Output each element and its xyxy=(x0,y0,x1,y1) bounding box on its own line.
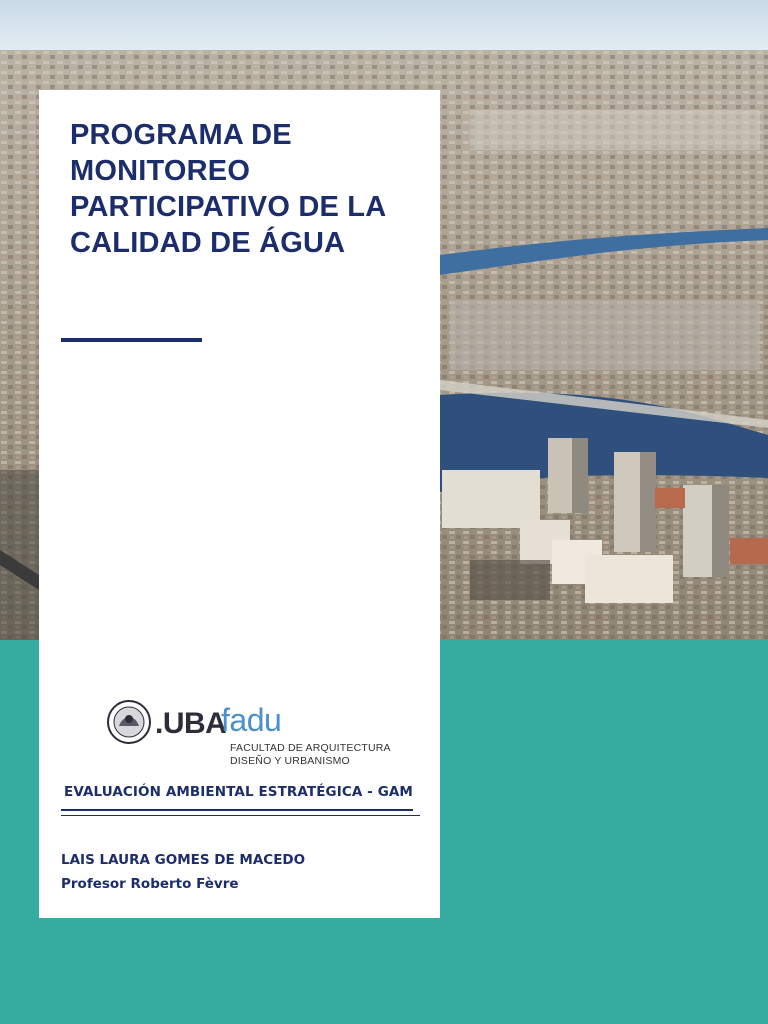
tower-3-shade xyxy=(712,485,729,577)
title-underline xyxy=(61,338,202,342)
warehouses xyxy=(450,300,760,370)
professor-name: Profesor Roberto Fèvre xyxy=(61,876,239,892)
course-underline-thin xyxy=(61,815,420,816)
logo-subtitle-line2: DISEÑO Y URBANISMO xyxy=(230,755,350,767)
uba-seal-icon xyxy=(107,700,151,744)
logo-subtitle-line1: FACULTAD DE ARQUITECTURA xyxy=(230,742,391,754)
red-roof-2 xyxy=(730,538,768,564)
sky xyxy=(0,0,768,52)
tower-2-shade xyxy=(640,452,656,552)
document-title: PROGRAMA DE MONITOREO PARTICIPATIVO DE LA CALIDAD DE ÁGUA xyxy=(70,119,386,259)
logo-fadu-text: fadu xyxy=(221,702,282,738)
building-d xyxy=(585,555,673,603)
tower-1-shade xyxy=(572,438,588,513)
red-roof-1 xyxy=(655,488,685,508)
far-highrises xyxy=(470,110,760,150)
logo-uba-text: .UBA xyxy=(155,707,227,740)
dark-block xyxy=(470,560,550,600)
author-name: LAIS LAURA GOMES DE MACEDO xyxy=(61,852,306,868)
building-a xyxy=(442,470,540,528)
course-underline-thick xyxy=(61,809,413,811)
course-title: EVALUACIÓN AMBIENTAL ESTRATÉGICA - GAM xyxy=(64,784,413,800)
